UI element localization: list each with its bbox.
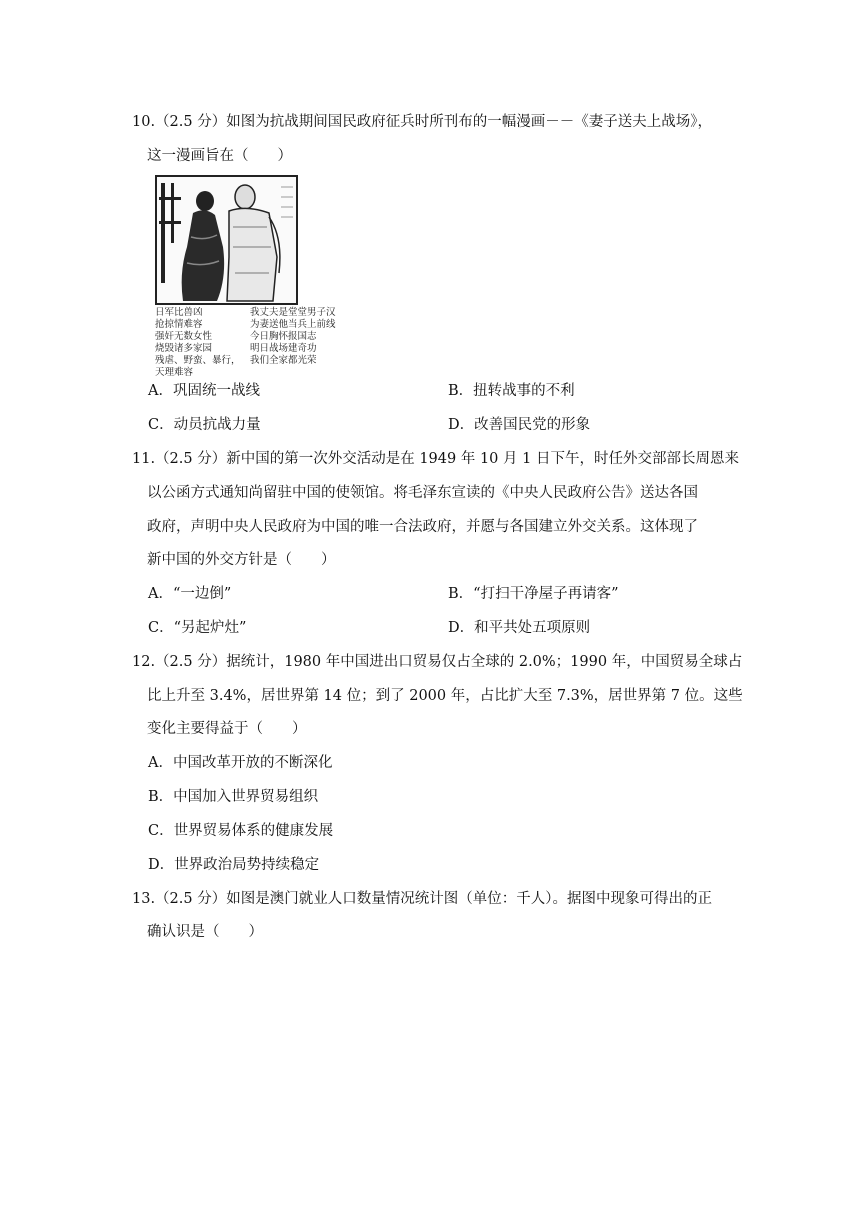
caption-right-line: 明日战场建奇功 xyxy=(250,343,317,354)
q11-option-c[interactable]: C．“另起炉灶” xyxy=(148,620,247,636)
q10-cartoon-image xyxy=(155,175,298,305)
q11-option-d[interactable]: D．和平共处五项原则 xyxy=(448,620,591,636)
q12-option-c[interactable]: C．世界贸易体系的健康发展 xyxy=(148,823,334,839)
q12-option-a[interactable]: A．中国改革开放的不断深化 xyxy=(148,755,333,771)
q12-stem-line-3: 变化主要得益于（ ） xyxy=(147,721,307,737)
q11-option-b[interactable]: B．“打扫干净屋子再请客” xyxy=(448,586,619,602)
q12-stem-line-2: 比上升至 3.4%，居世界第 14 位；到了 2000 年，占比扩大至 7.3%，居世界第 7 位。这些 xyxy=(147,688,743,704)
q10-option-c[interactable]: C．动员抗战力量 xyxy=(148,417,261,433)
q10-option-b[interactable]: B．扭转战事的不利 xyxy=(448,383,575,399)
q10-stem-line-2: 这一漫画旨在（ ） xyxy=(147,148,292,164)
caption-left-line: 抢掠情难容 xyxy=(155,319,203,330)
caption-left-line: 日军比兽凶 xyxy=(155,307,203,318)
q11-option-a[interactable]: A．“一边倒” xyxy=(148,586,232,602)
caption-right-line: 为妻送他当兵上前线 xyxy=(250,319,336,330)
caption-left-line: 天理难容 xyxy=(155,367,194,378)
caption-right-line: 我丈夫是堂堂男子汉 xyxy=(250,307,336,318)
caption-left-line: 烧毁诸多家园 xyxy=(155,343,213,354)
q12-stem-line-1: 12.（2.5 分）据统计，1980 年中国进出口贸易仅占全球的 2.0%；1990 年，中国贸易全球占 xyxy=(132,654,743,670)
q10-stem-line-1: 10.（2.5 分）如图为抗战期间国民政府征兵时所刊布的一幅漫画－－《妻子送夫上战场》， xyxy=(132,114,712,130)
q13-stem-line-1: 13.（2.5 分）如图是澳门就业人口数量情况统计图（单位：千人）。据图中现象可得出的正 xyxy=(132,891,712,907)
caption-right-line: 我们全家都光荣 xyxy=(250,355,317,366)
q10-option-d[interactable]: D．改善国民党的形象 xyxy=(448,417,591,433)
caption-left-line: 残虐、野蛮、暴行， xyxy=(155,355,241,366)
q11-stem-line-2: 以公函方式通知尚留驻中国的使领馆。将毛泽东宣读的《中央人民政府公告》送达各国 xyxy=(147,485,698,501)
q10-caption-right xyxy=(250,307,336,367)
q11-stem-line-4: 新中国的外交方针是（ ） xyxy=(147,552,336,568)
q12-option-b[interactable]: B．中国加入世界贸易组织 xyxy=(148,789,319,805)
q11-stem-line-1: 11.（2.5 分）新中国的第一次外交活动是在 1949 年 10 月 1 日下午，时任外交部部长周恩来 xyxy=(132,451,739,467)
cartoon-drawing xyxy=(157,177,296,303)
q10-caption-left xyxy=(155,307,241,379)
caption-left-line: 强奸无数女性 xyxy=(155,331,213,342)
q13-stem-line-2: 确认识是（ ） xyxy=(147,924,263,940)
q12-option-d[interactable]: D．世界政治局势持续稳定 xyxy=(148,857,320,873)
q11-stem-line-3: 政府，声明中央人民政府为中国的唯一合法政府，并愿与各国建立外交关系。这体现了 xyxy=(147,519,698,535)
caption-right-line: 今日胸怀报国志 xyxy=(250,331,317,342)
q10-option-a[interactable]: A．巩固统一战线 xyxy=(148,383,260,399)
